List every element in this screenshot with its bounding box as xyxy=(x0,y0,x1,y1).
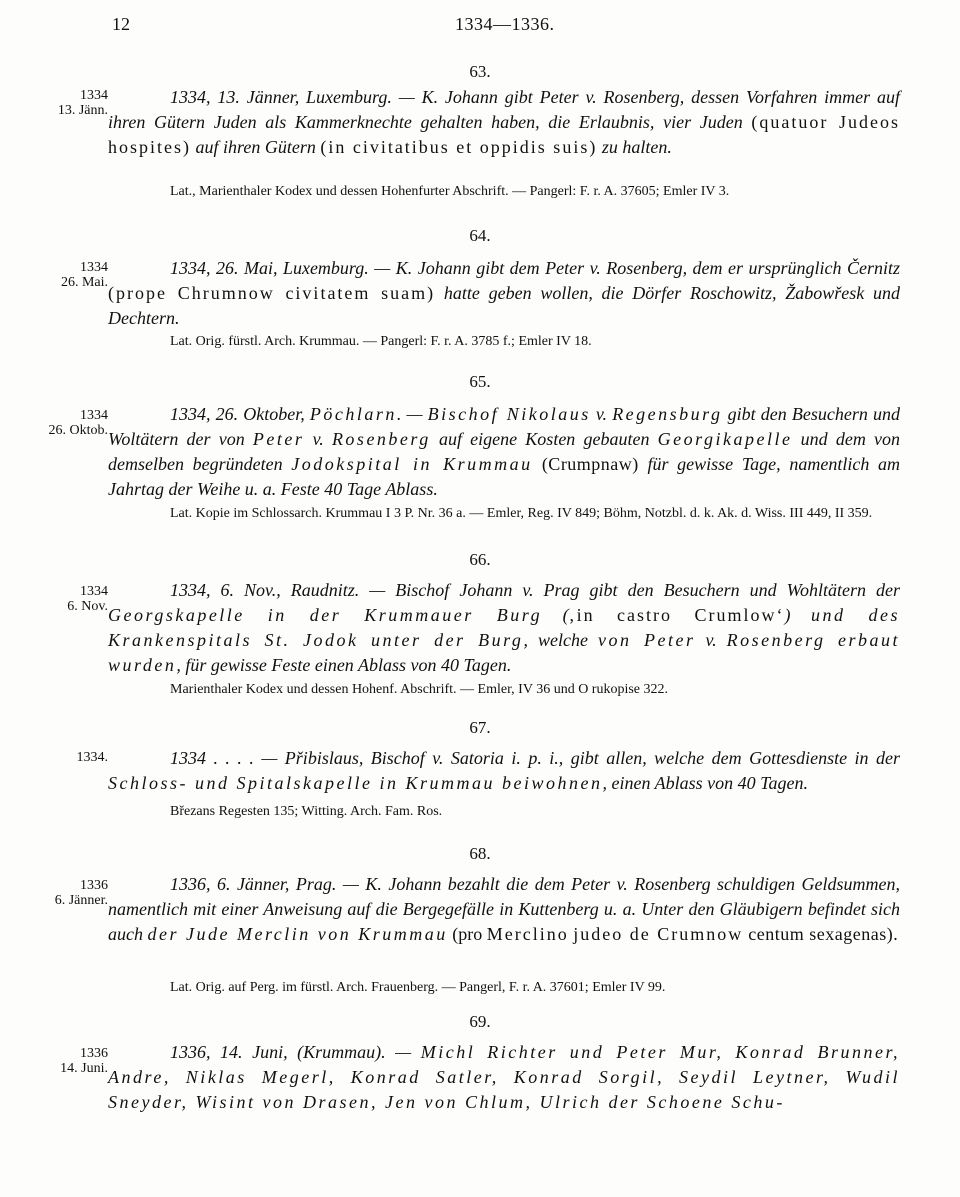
margin-date xyxy=(28,260,108,290)
text-part: 1336, 6. Jänner, Prag. — K. Johann bezahlt die dem Peter v. Rosenberg schuldigen Geldsummen, namentlich mit einer Anweisung auf die Bergegefälle in Kuttenberg u. a. Unter den Gläubigern befindet sich auch xyxy=(108,874,900,944)
spaced-text: und des Krankenspitals St. Jodok unter der Burg xyxy=(108,605,900,650)
margin-day: 6. Nov. xyxy=(67,599,108,614)
text-part: 1334, 26. Mai, Luxemburg. — K. Johann gibt dem Peter v. Rosenberg, dem er ursprünglich Černitz xyxy=(170,258,900,278)
text-part: auf ihren Gütern xyxy=(191,137,321,157)
entry-number: 66. xyxy=(469,550,491,569)
entry-text xyxy=(108,85,900,160)
spaced-text: von Peter xyxy=(597,630,696,650)
text-part: v. xyxy=(590,404,613,424)
entry-source: Lat., Marienthaler Kodex und dessen Hohenfurter Abschrift. — Pangerl: F. r. A. 37605; Emler IV 3. xyxy=(170,184,730,199)
latin-quote: ‚in castro Crumlow‘ xyxy=(568,605,785,625)
spaced-text: Peter xyxy=(252,429,305,449)
page-number: 12 xyxy=(112,14,130,34)
page-header-range: 1334—1336. xyxy=(455,14,555,34)
spaced-text: der Jude Merclin von Krummau xyxy=(147,924,448,944)
entry-text xyxy=(108,746,900,796)
entry-text xyxy=(108,402,900,502)
text-part: auf eigene Kosten gebauten xyxy=(430,429,658,449)
margin-day: 26. Oktob. xyxy=(48,423,108,438)
text-part: (pro xyxy=(447,924,487,944)
margin-year: 1334 xyxy=(80,88,108,103)
entry-source: Marienthaler Kodex und dessen Hohenf. Abschrift. — Emler, IV 36 und O rukopise 322. xyxy=(170,682,669,697)
margin-year: 1336 xyxy=(80,1046,108,1061)
entry-text xyxy=(108,578,900,678)
spaced-text: Rosenberg xyxy=(331,429,431,449)
entry-text xyxy=(108,872,900,947)
spaced-text: Rosenberg erbaut wurden xyxy=(108,630,901,675)
entry-source: Březans Regesten 135; Witting. Arch. Fam. Ros. xyxy=(170,804,443,819)
margin-day: 14. Juni. xyxy=(60,1061,108,1076)
latin-quote: Merclino xyxy=(486,924,569,944)
text-part: gibt den Besuchern und Woltätern der von xyxy=(108,404,900,449)
entry-source: Lat. Orig. fürstl. Arch. Krummau. — Pangerl: F. r. A. 3785 f.; Emler IV 18. xyxy=(170,334,592,349)
entry-source: Lat. Kopie im Schlossarch. Krummau I 3 P. Nr. 36 a. — Emler, Reg. IV 849; Böhm, Notzbl. d. k. Ak. d. Wiss. III 449, II 359. xyxy=(170,506,873,521)
latin-quote: judeo de Crumnow xyxy=(573,924,744,944)
spaced-text: Bischof Nikolaus xyxy=(427,404,591,424)
text-part: 1336, 14. Juni, (Krummau). — xyxy=(170,1042,421,1062)
text-part: , einen Ablass von 40 Tagen. xyxy=(602,773,808,793)
spaced-text: Georgikapelle xyxy=(657,429,793,449)
latin-quote: (prope Chrumnow civitatem suam) xyxy=(108,283,436,303)
entry-number: 67. xyxy=(469,718,491,737)
entry-number: 69. xyxy=(469,1012,491,1031)
spaced-text: Schloss- und Spitalskapelle in Krummau beiwohnen xyxy=(108,773,603,793)
text-part: (Crumpnaw) xyxy=(532,454,639,474)
entry-number: 65. xyxy=(469,372,491,391)
spaced-text: Michl Richter und Peter Mur, Konrad Brunner, Andre, Niklas Megerl, Konrad Satler, Konrad Sorgil, Seydil Leytner, Wudil Sneyder, Wisint von Drasen, Jen von Chlum, Ulrich der Schoene Schu- xyxy=(108,1042,900,1112)
text-part: für gewisse Tage, namentlich am Jahrtag der Weihe u. a. Feste 40 Tage Ablass. xyxy=(108,454,900,499)
latin-quote: (in civitatibus et oppidis suis) xyxy=(320,137,598,157)
text-part: ( xyxy=(542,605,569,625)
spaced-text: Georgskapelle in der Krummauer Burg xyxy=(108,605,543,625)
spaced-text: Regensburg xyxy=(612,404,723,424)
text-part: 1334, 13. Jänner, Luxemburg. — K. Johann gibt Peter v. Rosenberg, dessen Vorfahren immer auf ihren Gütern Juden als Kammerknechte gehalten haben, die Erlaubnis, vier Juden xyxy=(108,87,900,132)
margin-day: 26. Mai. xyxy=(60,275,108,290)
margin-date xyxy=(28,750,108,765)
spaced-text: Jodokspital in Krummau xyxy=(291,454,533,474)
latin-quote: (quatuor Judeos hospites) xyxy=(108,112,900,157)
text-part: 1334, 6. Nov., Raudnitz. — Bischof Johann v. Prag gibt den Besuchern und Wohltätern der xyxy=(170,580,900,600)
entry-text xyxy=(108,256,900,331)
text-part: , für gewisse Feste einen Ablass von 40 Tagen. xyxy=(176,655,512,675)
margin-year: 1334 xyxy=(80,584,108,599)
margin-date xyxy=(28,584,108,614)
margin-date xyxy=(28,1046,108,1076)
entry-source: Lat. Orig. auf Perg. im fürstl. Arch. Frauenberg. — Pangerl, F. r. A. 37601; Emler IV 99. xyxy=(170,980,666,995)
margin-year: 1334 xyxy=(80,260,108,275)
margin-date xyxy=(28,408,108,438)
spaced-text: Pöchlarn xyxy=(309,404,397,424)
text-part: zu halten. xyxy=(597,137,672,157)
margin-year: 1334. xyxy=(76,750,108,765)
text-part: und dem von demselben begründeten xyxy=(108,429,901,474)
text-part: 1334 . . . . — Přibislaus, Bischof v. Satoria i. p. i., gibt allen, welche dem Gottesdienste in der xyxy=(170,748,900,768)
margin-year: 1336 xyxy=(80,878,108,893)
text-part: v. xyxy=(304,429,332,449)
entry-number: 63. xyxy=(469,62,491,81)
text-part: 1334, 26. Oktober, xyxy=(170,404,310,424)
entry-text xyxy=(108,1040,900,1115)
margin-date xyxy=(28,88,108,118)
text-part: , welche xyxy=(523,630,598,650)
entry-number: 68. xyxy=(469,844,491,863)
margin-date xyxy=(28,878,108,908)
margin-year: 1334 xyxy=(80,408,108,423)
text-part: hatte geben wollen, die Dörfer Roschowitz, Žabowřesk und Dechtern. xyxy=(108,283,900,328)
text-part: centum sexagenas). xyxy=(743,924,899,944)
text-part: . — xyxy=(396,404,428,424)
margin-day: 13. Jänn. xyxy=(57,103,108,118)
text-part: v. xyxy=(695,630,727,650)
text-part: ) xyxy=(784,605,812,625)
margin-day: 6. Jänner. xyxy=(54,893,108,908)
entry-number: 64. xyxy=(469,226,491,245)
